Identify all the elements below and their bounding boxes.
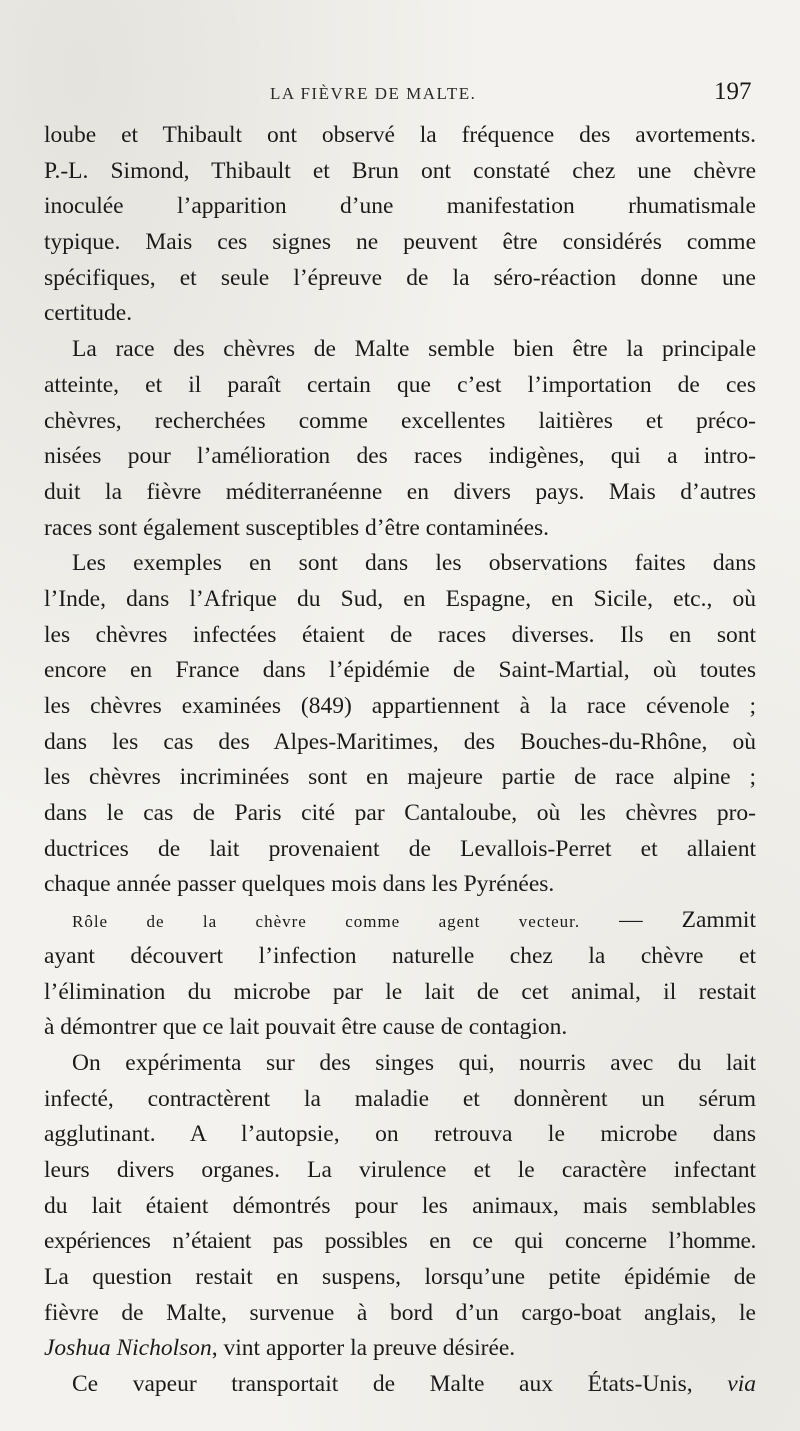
text-line: dans le cas de Paris cité par Cantaloube, où les chèvres pro- (44, 800, 756, 827)
paragraph-start-line: Les exemples en sont dans les observations faites dans (72, 550, 756, 577)
text-line: les chèvres infectées étaient de races diverses. Ils en sont (44, 621, 756, 648)
section-heading: Rôle de la chèvre comme agent vecteur. (72, 912, 581, 932)
body-text (44, 118, 756, 1403)
text-line: typique. Mais ces signes ne peuvent être considérés comme (44, 229, 756, 256)
text-line: à démontrer que ce lait pouvait être cause de contagion. (44, 1014, 568, 1041)
text-line: l’Inde, dans l’Afrique du Sud, en Espagne, en Sicile, etc., où (44, 585, 756, 612)
text-line: P.-L. Simond, Thibault et Brun ont constaté chez une chèvre (44, 157, 756, 184)
text-line: chaque année passer quelques mois dans les Pyrénées. (44, 871, 555, 898)
text-line: infecté, contractèrent la maladie et donnèrent un sérum (44, 1085, 756, 1112)
page-header (0, 78, 800, 114)
text-line: certitude. (44, 300, 133, 327)
text-line: les chèvres examinées (849) appartiennent à la race cévenole ; (44, 693, 756, 719)
text-line: encore en France dans l’épidémie de Saint-Martial, où toutes (44, 657, 756, 684)
text-line: les chèvres incriminées sont en majeure partie de race alpine ; (44, 764, 756, 791)
text-line: loube et Thibault ont observé la fréquence des avortements. (44, 122, 756, 148)
page-number: 197 (714, 78, 752, 105)
text-line: fièvre de Malte, survenue à bord d’un cargo-boat anglais, le (44, 1299, 756, 1326)
text-line: ductrices de lait provenaient de Levallois-Perret et allaient (44, 835, 756, 862)
italic-word: via (727, 1371, 756, 1398)
text-line: agglutinant. A l’autopsie, on retrouva le microbe dans (44, 1121, 756, 1148)
text-line: dans les cas des Alpes-Maritimes, des Bouches-du-Rhône, où (44, 728, 756, 755)
text-line: ayant découvert l’infection naturelle chez la chèvre et (44, 942, 756, 969)
text-line: spécifiques, et seule l’épreuve de la séro-réaction donne une (44, 264, 756, 291)
paragraph-start-line: La race des chèvres de Malte semble bien être la principale (72, 336, 756, 363)
text-line: expériences n’étaient pas possibles en ce qui concerne l’homme. (44, 1228, 756, 1255)
text-line: chèvres, recherchées comme excellentes laitières et préco- (44, 407, 756, 434)
paragraph-start-line: On expérimenta sur des singes qui, nourris avec du lait (72, 1049, 756, 1076)
running-head: LA FIÈVRE DE MALTE. (270, 84, 477, 103)
text-line: Joshua Nicholson, vint apporter la preuve désirée. (44, 1335, 516, 1362)
text-line: La question restait en suspens, lorsqu’une petite épidémie de (44, 1264, 756, 1290)
text-line: duit la fièvre méditerranéenne en divers pays. Mais d’autres (44, 478, 756, 505)
section-heading-line: Rôle de la chèvre comme agent vecteur. — Zammit (72, 907, 756, 934)
text-line: leurs divers organes. La virulence et le caractère infectant (44, 1156, 756, 1183)
text-line: atteinte, et il paraît certain que c’est l’importation de ces (44, 371, 756, 398)
ship-name: Joshua Nicholson (44, 1335, 212, 1362)
text-line: nisées pour l’amélioration des races indigènes, qui a intro- (44, 443, 756, 470)
text-line: inoculée l’apparition d’une manifestation rhumatismale (44, 193, 756, 220)
paragraph-start-line: Ce vapeur transportait de Malte aux États-Unis, via (72, 1371, 756, 1398)
text-line: races sont également susceptibles d’être contaminées. (44, 514, 550, 541)
text-line: l’élimination du microbe par le lait de cet animal, il restait (44, 978, 756, 1005)
text-line: du lait étaient démontrés pour les animaux, mais semblables (44, 1192, 756, 1219)
